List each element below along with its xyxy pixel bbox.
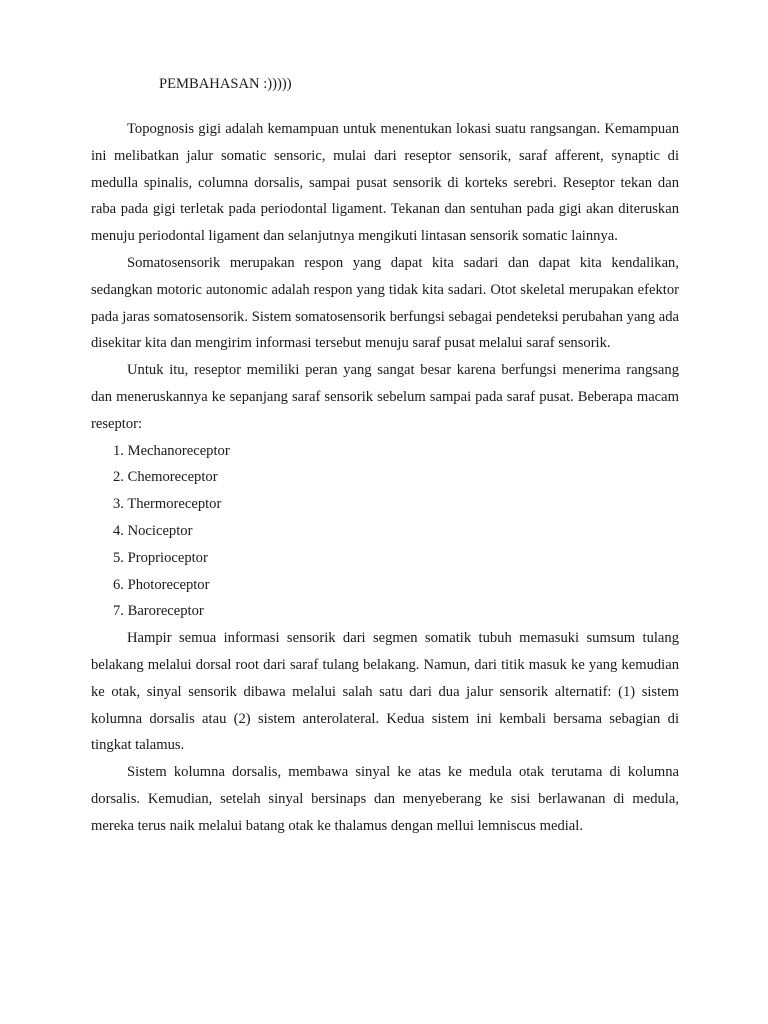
paragraph-somatosensorik: Somatosensorik merupakan respon yang dapat kita sadari dan dapat kita kendalikan, sedangkan motoric autonomic adalah respon yang tidak kita sadari. Otot skeletal merupakan efektor pada jaras somatosensorik. Sistem somatosensorik berfungsi sebagai pendeteksi perubahan yang ada disekitar kita dan mengirim informasi tersebut menuju saraf pusat melalui saraf sensorik. <box>91 254 679 352</box>
list-item: 2. Chemoreceptor <box>113 469 218 486</box>
paragraph-kolumna-dorsalis: Sistem kolumna dorsalis, membawa sinyal ke atas ke medula otak terutama di kolumna dorsalis. Kemudian, setelah sinyal bersinaps dan menyeberang ke sisi berlawanan di medula, mereka terus naik melalui batang otak ke thalamus dengan mellui lemniscus medial. <box>91 764 679 834</box>
list-item: 5. Proprioceptor <box>113 549 208 566</box>
receptor-list <box>91 438 679 626</box>
paragraph-topognosis: Topognosis gigi adalah kemampuan untuk menentukan lokasi suatu rangsangan. Kemampuan ini melibatkan jalur somatic sensoric, mulai dari reseptor sensorik, saraf afferent, synaptic di medulla spinalis, columna dorsalis, sampai pusat sensorik di korteks serebri. Reseptor tekan dan raba pada gigi terletak pada periodontal ligament. Tekanan dan sentuhan pada gigi akan diteruskan menuju periodontal ligament dan selanjutnya mengikuti lintasan sensorik somatic lainnya. <box>91 121 679 245</box>
list-item: 7. Baroreceptor <box>113 603 204 620</box>
section-heading: PEMBAHASAN :))))) <box>159 76 292 92</box>
list-item: 6. Photoreceptor <box>113 576 210 593</box>
paragraph-reseptor: Untuk itu, reseptor memiliki peran yang sangat besar karena berfungsi menerima rangsang dan meneruskannya ke sepanjang saraf sensorik sebelum sampai pada saraf pusat. Beberapa macam reseptor: <box>91 362 679 432</box>
list-item: 1. Mechanoreceptor <box>113 442 230 459</box>
paragraph-informasi-sensorik: Hampir semua informasi sensorik dari segmen somatik tubuh memasuki sumsum tulang belakang melalui dorsal root dari saraf tulang belakang. Namun, dari titik masuk ke yang kemudian ke otak, sinyal sensorik dibawa melalui salah satu dari dua jalur sensorik alternatif: (1) sistem kolumna dorsalis atau (2) sistem anterolateral. Kedua sistem ini kembali bersama sebagian di tingkat talamus. <box>91 630 679 754</box>
list-item: 4. Nociceptor <box>113 522 193 539</box>
document-body <box>91 116 679 840</box>
list-item: 3. Thermoreceptor <box>113 496 222 513</box>
